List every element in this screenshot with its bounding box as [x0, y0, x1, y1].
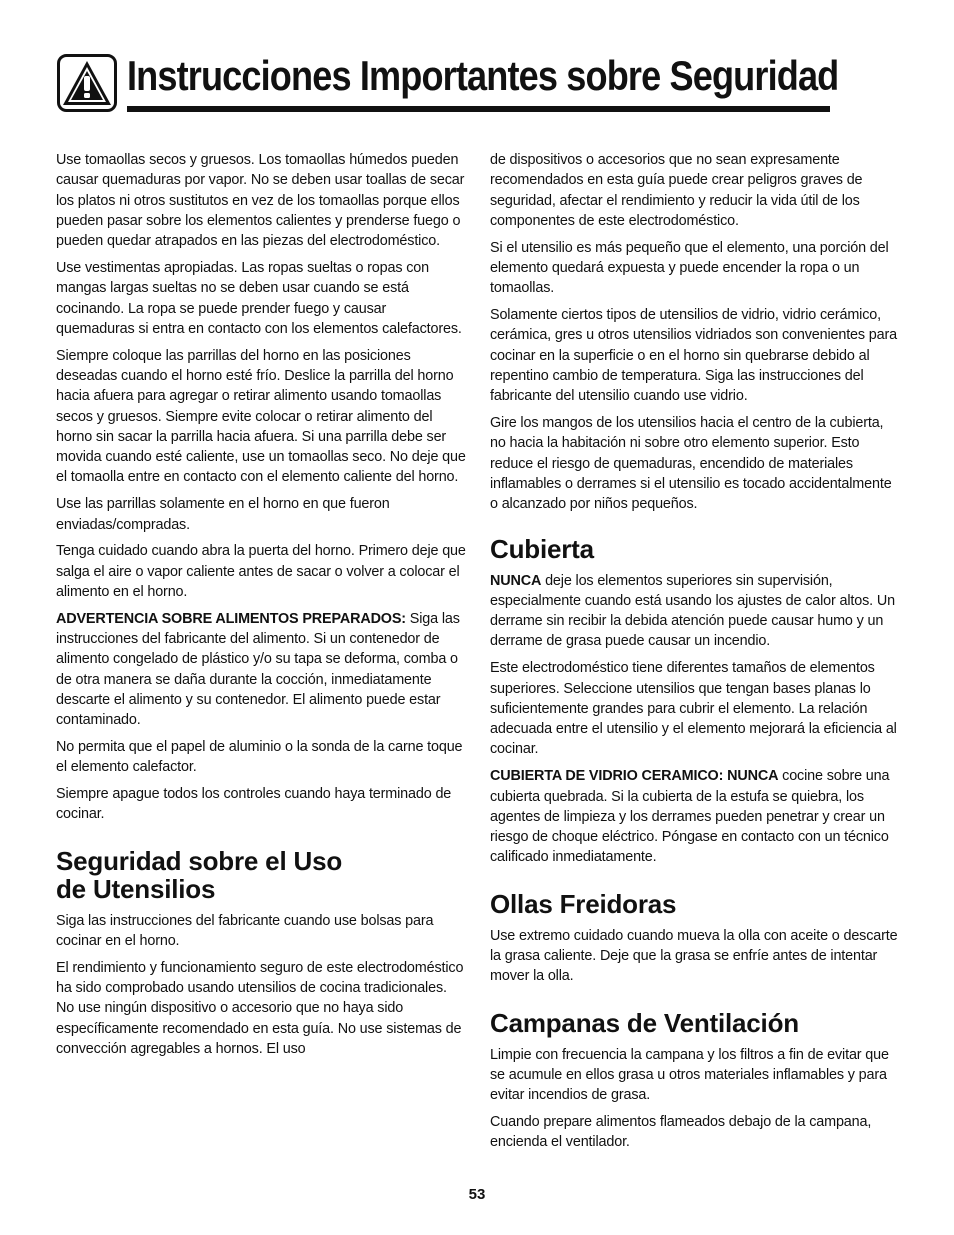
- paragraph-nunca: [490, 571, 902, 652]
- vidrio-ceramico-text: cocine sobre una cubierta quebrada. Si la cubierta de la estufa se quiebra, los agentes de limpieza y los derrames pueden penetrar y crear un riesgo de choque eléctrico. Póngase en contacto con un técnico calificado inmediatamente.: [490, 768, 890, 866]
- paragraph-campanas-ventilador: Cuando prepare alimentos flameados debajo de la campana, encienda el ventilador.: [490, 1113, 872, 1151]
- heading-utensilios: [56, 847, 466, 903]
- heading-utensilios-line2: de Utensilios: [56, 873, 216, 904]
- paragraph-puerta-horno: Tenga cuidado cuando abra la puerta del horno. Primero deje que salga el aire o vapor caliente antes de sacar o volver a colocar el alimento en el horno.: [56, 543, 466, 600]
- paragraph-advertencia: [56, 609, 466, 731]
- paragraph-vidrio: Solamente ciertos tipos de utensilios de vidrio, vidrio cerámico, cerámica, gres u otros utensilios vidriados son convenientes para cocinar en la superficie o en el horno sin quebrarse debido al repentino cambio de temperatura. Siga las instrucciones del fabricante del utensilio cuando use vidrio.: [490, 307, 897, 405]
- paragraph-campanas-limpieza: Limpie con frecuencia la campana y los filtros a fin de evitar que se acumule en ellos grasa u otros materiales inflamables y para evitar incendios de grasa.: [490, 1046, 889, 1104]
- title-underline: [127, 106, 830, 112]
- page-number: 53: [468, 1186, 486, 1203]
- page-header: [55, 52, 839, 116]
- paragraph-ollas: Use extremo cuidado cuando mueva la olla con aceite o descarte la grasa caliente. Deje que la grasa se enfríe antes de intentar mover la olla.: [490, 927, 898, 985]
- nunca-text: deje los elementos superiores sin supervisión, especialmente cuando está usando los ajustes de calor altos. Un derrame sin recibir la debida atención puede causar humo y un derrame de grasa puede causar un incendio.: [490, 572, 895, 650]
- left-column: [56, 150, 466, 1066]
- paragraph-parrillas: Siempre coloque las parrillas del horno en las posiciones deseadas cuando el horno esté frío. Deslice la parrilla del horno hacia afuera para agregar o retirar alimento usando tomaollas secos y gruesos. Siempre evite colocar o retirar alimento del horno sin sacar la parrilla hacia afuera. Si una parrilla debe ser movida cuando esté caliente, use un tomaollas seco. No deje que el tomaolla entre en contacto con el elemento caliente del horno.: [56, 347, 466, 486]
- paragraph-vestimentas: Use vestimentas apropiadas. Las ropas sueltas o ropas con mangas largas sueltas no se deben usar cuando se está cocinando. La ropa se puede prender fuego y causar quemaduras si entra en contacto con los elementos calefactores.: [56, 259, 462, 337]
- heading-ollas-freidoras: Ollas Freidoras: [490, 888, 677, 919]
- paragraph-tomaollas: Use tomaollas secos y gruesos. Los tomaollas húmedos pueden causar quemaduras por vapor. No se deben usar toallas de secar los platos ni otros sustitutos en vez de los tomaollas porque ellos pueden pasar sobre los elementos calientes y prenderse fuego o pueden quedar atrapados en las piezas del electrodoméstico.: [56, 152, 465, 250]
- heading-cubierta: Cubierta: [490, 533, 594, 564]
- warning-triangle-icon: [57, 54, 117, 112]
- paragraph-parrillas-uso: Use las parrillas solamente en el horno en que fueron enviadas/compradas.: [56, 496, 390, 533]
- vidrio-ceramico-label: CUBIERTA DE VIDRIO CERAMICO: NUNCA: [490, 768, 779, 785]
- paragraph-bolsas: Siga las instrucciones del fabricante cuando use bolsas para cocinar en el horno.: [56, 912, 434, 949]
- paragraph-vidrio-ceramico: [490, 766, 902, 867]
- nunca-label: NUNCA: [490, 572, 542, 589]
- right-column: [490, 150, 902, 1159]
- paragraph-dispositivos: de dispositivos o accesorios que no sean expresamente recomendados en esta guía puede crear peligros graves de seguridad, afectar el rendimiento y reducir la vida útil de los componentes de este electrodoméstico.: [490, 152, 863, 229]
- heading-campanas: Campanas de Ventilación: [490, 1007, 799, 1038]
- advertencia-text: Siga las instrucciones del fabricante del alimento. Si un contenedor de alimento congelado de plástico y/o su tapa se deforma, comba o de otra manera se daña durante la cocción, inmediatamente descarte el alimento y su contenedor. El alimento puede estar contaminado.: [56, 610, 460, 729]
- paragraph-rendimiento: El rendimiento y funcionamiento seguro de este electrodoméstico ha sido comprobado usando utensilios de cocina tradicionales. No use ningún dispositivo o accesorio que no haya sido específicamente recomendado en esta guía. No use sistemas de convección agregables a hornos. El uso: [56, 959, 464, 1057]
- paragraph-tamanos: Este electrodoméstico tiene diferentes tamaños de elementos superiores. Seleccione utensilios que tengan bases planas lo suficientemente grandes para cubrir el elemento. La relación adecuada entre el utensilio y el elemento mejorará la eficiencia al cocinar.: [490, 660, 897, 758]
- paragraph-aluminio: No permita que el papel de aluminio o la sonda de la carne toque el elemento calefactor.: [56, 739, 463, 776]
- paragraph-utensilio-pequeno: Si el utensilio es más pequeño que el elemento, una porción del elemento quedará expuesta y puede encender la ropa o un tomaollas.: [490, 239, 889, 297]
- heading-utensilios-line1: Seguridad sobre el Uso: [56, 845, 343, 876]
- page-title: Instrucciones Importantes sobre Seguridad: [127, 52, 839, 99]
- paragraph-mangos: Gire los mangos de los utensilios hacia el centro de la cubierta, no hacia la habitación ni sobre otro elemento superior. Esto reduce el riesgo de quemaduras, encendido de materiales inflamables o derrames si el utensilio es tocado accidentalmente o alcanzado por niños pequeños.: [490, 415, 892, 513]
- advertencia-label: ADVERTENCIA SOBRE ALIMENTOS PREPARADOS:: [56, 610, 406, 627]
- paragraph-controles: Siempre apague todos los controles cuando haya terminado de cocinar.: [56, 786, 452, 823]
